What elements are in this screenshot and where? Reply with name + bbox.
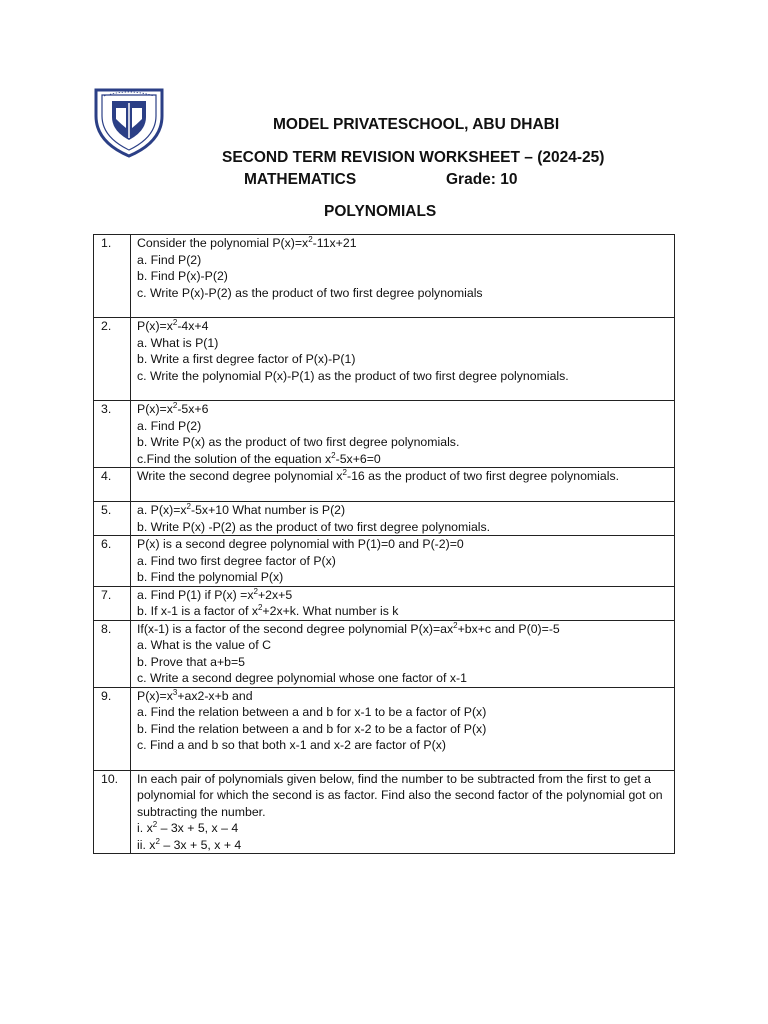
question-line-text: P(x)=x [137, 319, 173, 333]
question-line-text: +ax2-x+b and [177, 688, 253, 703]
question-line [137, 451, 670, 468]
question-line-text: – 3x + 5, x – 4 [157, 821, 239, 835]
question-line [137, 401, 670, 418]
question-number: 8. [94, 620, 131, 687]
subject-label: MATHEMATICS [244, 171, 357, 188]
question-line [137, 368, 670, 385]
question-line-text: a. Find P(2) [137, 252, 202, 267]
question-row [94, 586, 675, 620]
question-line-text: -16 as the product of two first degree polynomials. [346, 469, 620, 483]
superscript-exponent: 2 [308, 235, 313, 244]
question-line [137, 820, 670, 837]
question-text [131, 468, 675, 502]
question-line [137, 569, 670, 586]
question-line-text: -5x+6=0 [335, 451, 381, 466]
question-row [94, 770, 675, 854]
school-name: MODEL PRIVATESCHOOL, ABU DHABI [273, 116, 560, 133]
question-line-text: P(x) is a second degree polynomial with P(1)=0 and P(-2)=0 [137, 537, 464, 551]
question-line-text: a. Find two first degree factor of P(x) [137, 553, 336, 568]
question-line-text: P(x)=x [137, 688, 173, 703]
question-line-text: -4x+4 [177, 319, 209, 333]
question-line [137, 704, 670, 721]
question-line [137, 252, 670, 269]
question-line-text: +2x+5 [257, 587, 293, 602]
question-line [137, 621, 670, 638]
question-line [137, 351, 670, 368]
question-line-text: a. Find the relation between a and b for x-1 to be a factor of P(x) [137, 705, 487, 719]
question-line-text: a. P(x)=x [137, 503, 187, 517]
question-line-text: b. Find the relation between a and b for x-2 to be a factor of P(x) [137, 721, 487, 736]
question-line [137, 721, 670, 738]
superscript-exponent: 2 [253, 586, 258, 596]
question-line-text: b. Write a first degree factor of P(x)-P(1) [137, 352, 356, 366]
question-line-text: a. What is P(1) [137, 335, 219, 350]
superscript-exponent: 2 [186, 502, 191, 511]
superscript-exponent: 2 [453, 620, 458, 630]
question-line [137, 837, 670, 854]
question-row [94, 318, 675, 401]
question-line [137, 268, 670, 285]
question-line [137, 771, 670, 821]
superscript-exponent: 3 [172, 687, 178, 697]
question-text [131, 586, 675, 620]
question-number: 2. [94, 318, 131, 401]
question-line [137, 468, 670, 485]
question-text [131, 401, 675, 468]
question-row [94, 502, 675, 536]
question-line [137, 737, 670, 754]
question-number: 6. [94, 536, 131, 587]
question-text [131, 620, 675, 687]
question-line-text: b. Find P(x)-P(2) [137, 269, 228, 283]
question-line-text: In each pair of polynomials given below, find the number to be subtracted from the first to get a polynomial for which the second is as factor. Find also the second factor of the polynomial got on subtracting the number. [137, 771, 663, 819]
question-line-text: c. Write P(x)-P(2) as the product of two first degree polynomials [137, 285, 483, 300]
question-line [137, 519, 670, 536]
question-text [131, 536, 675, 587]
question-row [94, 235, 675, 318]
superscript-exponent: 2 [257, 603, 263, 612]
question-line [137, 553, 670, 570]
question-line [137, 670, 670, 687]
question-text [131, 770, 675, 854]
question-line-text: b. Write P(x) as the product of two first degree polynomials. [137, 435, 460, 449]
superscript-exponent: 2 [172, 318, 178, 327]
superscript-exponent: 2 [152, 820, 158, 829]
question-line-text: c. Write the polynomial P(x)-P(1) as the product of two first degree polynomials. [137, 368, 569, 383]
question-text [131, 318, 675, 401]
question-line [137, 434, 670, 451]
superscript-exponent: 2 [155, 836, 160, 846]
question-line-text: ii. x [137, 837, 156, 852]
question-row [94, 620, 675, 687]
question-text [131, 502, 675, 536]
question-line [137, 235, 670, 252]
question-number: 10. [94, 770, 131, 854]
question-line [137, 318, 670, 335]
question-line-text: c. Find a and b so that both x-1 and x-2 are factor of P(x) [137, 738, 446, 752]
question-line [137, 536, 670, 553]
question-line [137, 285, 670, 302]
grade-label: Grade: 10 [446, 171, 518, 188]
question-text [131, 235, 675, 318]
question-row [94, 401, 675, 468]
question-line-text: i. x [137, 821, 153, 835]
question-line-text: b. Prove that a+b=5 [137, 654, 246, 669]
question-line [137, 587, 670, 604]
topic-title: POLYNOMIALS [324, 203, 437, 220]
question-line [137, 688, 670, 705]
question-line [137, 603, 670, 620]
question-line-text: – 3x + 5, x + 4 [159, 837, 242, 852]
question-text [131, 687, 675, 770]
question-line-text: If(x-1) is a factor of the second degree polynomial P(x)=ax [137, 621, 454, 636]
superscript-exponent: 2 [342, 468, 347, 477]
question-line-text: a. What is the value of C [137, 638, 271, 652]
question-line [137, 418, 670, 435]
question-line-text: c.Find the solution of the equation x [137, 451, 332, 466]
question-line-text: +bx+c and P(0)=-5 [457, 621, 560, 636]
question-line-text: b. Find the polynomial P(x) [137, 570, 284, 584]
question-line-text: Write the second degree polynomial x [137, 469, 343, 483]
question-line-text: +2x+k. What number is k [262, 604, 399, 618]
question-number: 5. [94, 502, 131, 536]
question-line-text: a. Find P(1) if P(x) =x [137, 587, 254, 602]
question-number: 4. [94, 468, 131, 502]
question-line-text: -5x+6 [177, 402, 209, 416]
question-line-text: -11x+21 [312, 236, 357, 250]
question-line-text: b. If x-1 is a factor of x [137, 604, 258, 618]
question-number: 9. [94, 687, 131, 770]
question-line [137, 637, 670, 654]
question-row [94, 468, 675, 502]
questions-table [93, 234, 675, 854]
superscript-exponent: 2 [172, 401, 178, 410]
question-line-text: -5x+10 What number is P(2) [191, 503, 346, 517]
question-line [137, 335, 670, 352]
question-line-text: P(x)=x [137, 402, 173, 416]
question-row [94, 536, 675, 587]
worksheet-title: SECOND TERM REVISION WORKSHEET – (2024-25) [222, 149, 605, 166]
question-number: 1. [94, 235, 131, 318]
question-line-text: b. Write P(x) -P(2) as the product of two first degree polynomials. [137, 519, 491, 534]
question-line-text: a. Find P(2) [137, 418, 202, 433]
question-line [137, 502, 670, 519]
question-line [137, 654, 670, 671]
superscript-exponent: 2 [331, 450, 336, 460]
question-row [94, 687, 675, 770]
question-line-text: Consider the polynomial P(x)=x [137, 236, 309, 250]
question-number: 7. [94, 586, 131, 620]
school-crest-logo [92, 86, 166, 158]
question-line-text: c. Write a second degree polynomial whose one factor of x-1 [137, 671, 467, 685]
question-number: 3. [94, 401, 131, 468]
